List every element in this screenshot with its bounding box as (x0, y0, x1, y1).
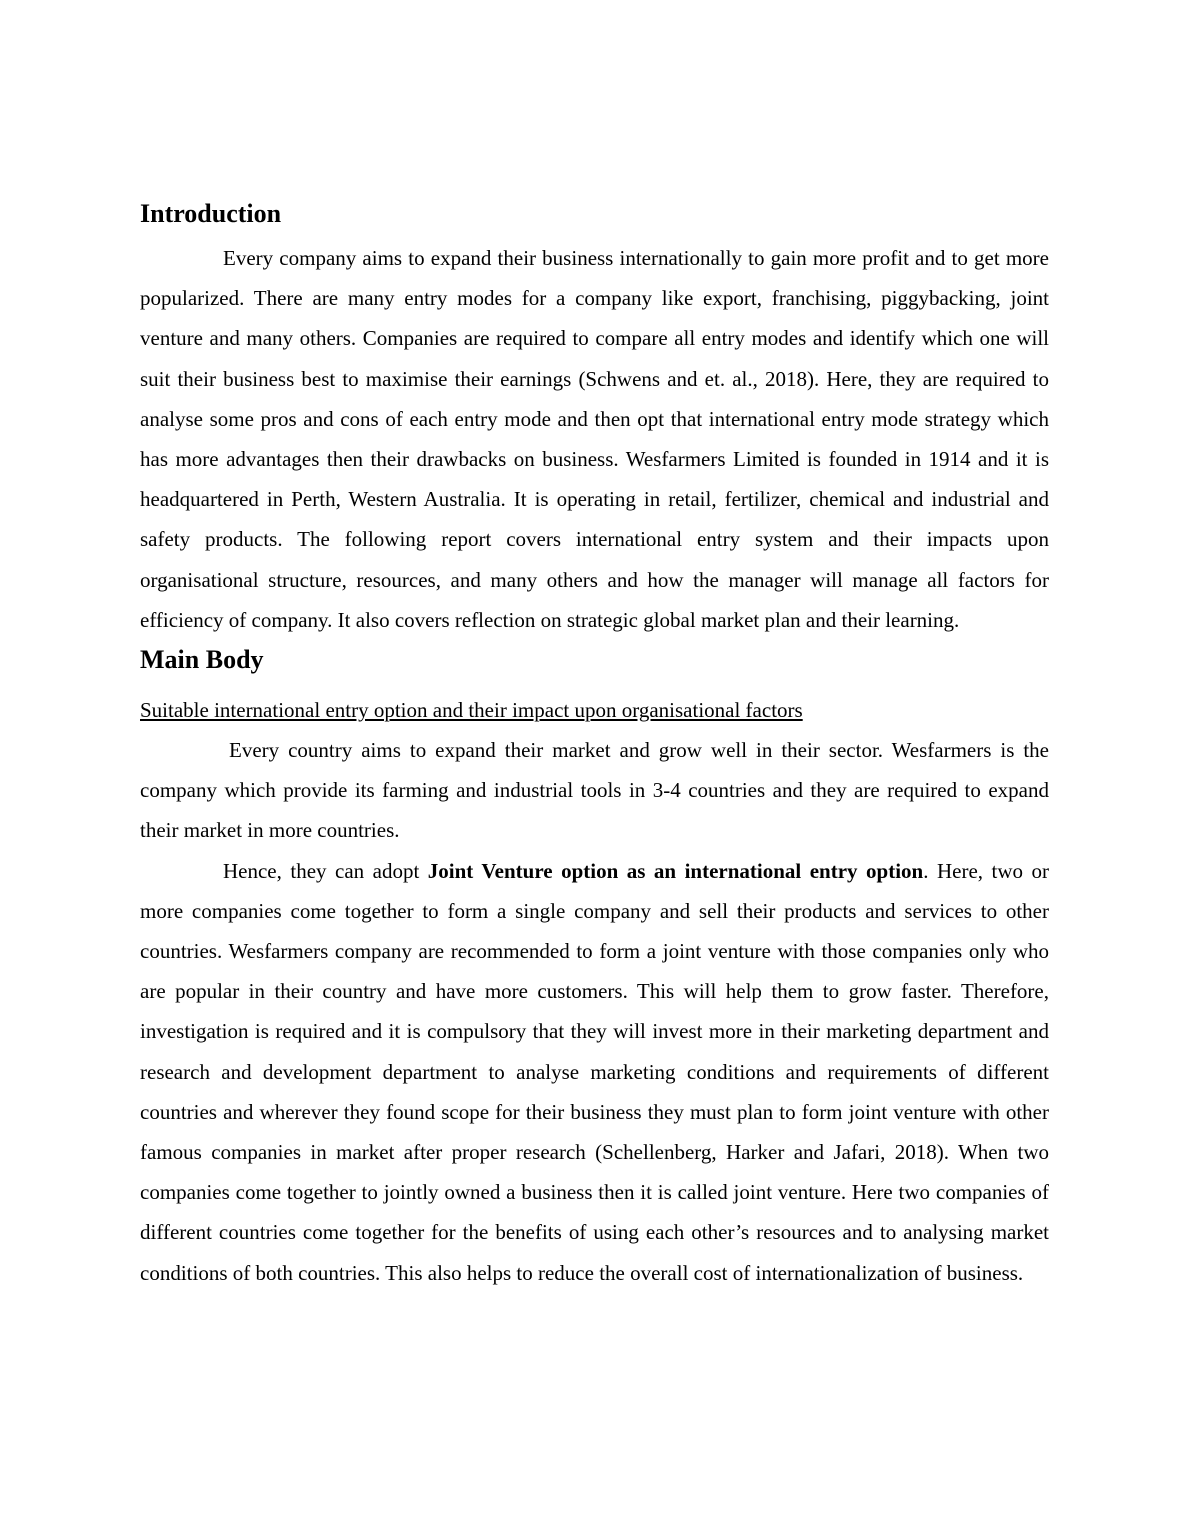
document-page (140, 194, 1049, 1338)
paragraph-2-rest: . Here, two or more companies come together to form a single company and sell their products and services to other countries. Wesfarmers company are recommended to form a joint venture with those companies only who are popular in their country and have more customers. This will help them to grow faster. Therefore, investigation is required and it is compulsory that they will invest more in their marketing department and research and development department to analyse marketing conditions and requirements of different countries and wherever they found scope for their business they must plan to form joint venture with other famous companies in market after proper research (Schellenberg, Harker and Jafari, 2018). When two companies come together to jointly owned a business then it is called joint venture. Here two companies of different countries come together for the benefits of using each other’s resources and to analysing market conditions of both countries. This also helps to reduce the overall cost of internationalization of business. (140, 858, 1049, 1285)
introduction-paragraph: Every company aims to expand their business internationally to gain more profit and to get more popularized. There are many entry modes for a company like export, franchising, piggybacking, joint venture and many others. Companies are required to compare all entry modes and identify which one will suit their business best to maximise their earnings (Schwens and et. al., 2018). Here, they are required to analyse some pros and cons of each entry mode and then opt that international entry mode strategy which has more advantages then their drawbacks on business. Wesfarmers Limited is founded in 1914 and it is headquartered in Perth, Western Australia. It is operating in retail, fertilizer, chemical and industrial and safety products. The following report covers international entry system and their impacts upon organisational structure, resources, and many others and how the manager will manage all factors for efficiency of company. It also covers reflection on strategic global market plan and their learning. (140, 246, 1049, 632)
section-subheading: Suitable international entry option and their impact upon organisational factors (140, 698, 803, 723)
main-body-paragraph-2-container (140, 851, 1049, 1338)
main-body-paragraph-2 (140, 851, 1049, 1293)
main-body-heading: Main Body (140, 645, 264, 675)
paragraph-2-start: Hence, they can adopt (223, 858, 428, 883)
joint-venture-bold-phrase: Joint Venture option as an international entry option (427, 858, 924, 883)
main-body-paragraph-1: Every country aims to expand their market and grow well in their sector. Wesfarmers is the company which provide its farming and industrial tools in 3-4 countries and they are required to expand their market in more countries. (140, 738, 1049, 843)
introduction-heading: Introduction (140, 199, 282, 228)
